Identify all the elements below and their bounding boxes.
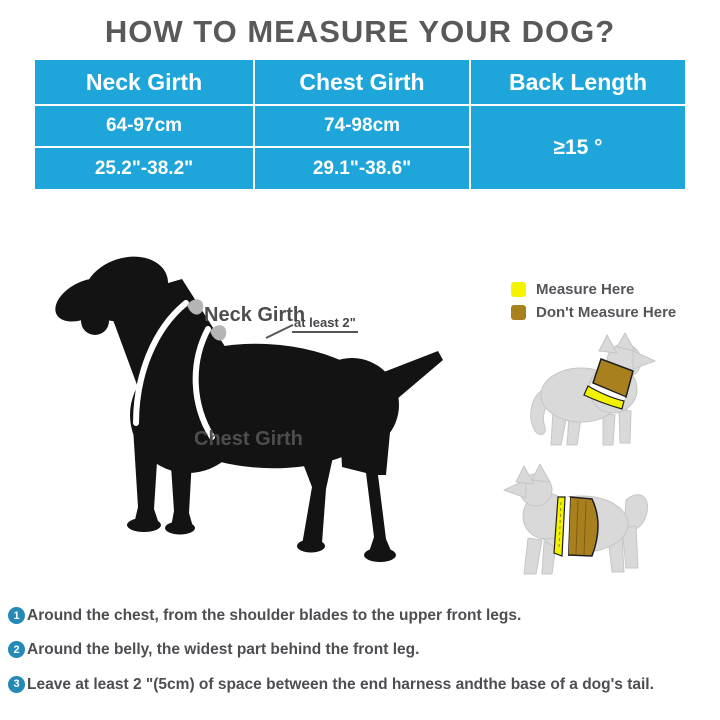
chest-girth-inch-value: 29.1"-38.6" (255, 148, 469, 189)
neck-girth-label: Neck Girth (204, 304, 306, 326)
legend (511, 281, 676, 327)
small-dog-belly-example (498, 464, 658, 584)
page-title: HOW TO MEASURE YOUR DOG? (104, 14, 616, 49)
dont-measure-here-swatch-icon (511, 305, 526, 320)
measure-here-swatch-icon (511, 282, 526, 297)
neck-girth-cm-value: 64-97cm (35, 106, 253, 146)
legend-item-measure (511, 281, 676, 298)
legend-label: Don't Measure Here (536, 304, 677, 321)
small-dog-ear (599, 335, 617, 353)
back-length-value: ≥15 ° (471, 106, 685, 189)
dog-hind-leg (292, 435, 336, 545)
bullet-number-icon: 3 (8, 676, 25, 693)
table-header-neck-girth: Neck Girth (35, 60, 253, 104)
dont-measure-belly-zone (568, 497, 598, 556)
instruction-text: Leave at least 2 "(5cm) of space between the end harness andthe base of a dog's tail. (27, 675, 654, 693)
large-dog-silhouette (40, 243, 460, 588)
bullet-number-icon: 1 (8, 607, 25, 624)
legend-item-dont-measure (511, 304, 676, 321)
dog-front-leg (168, 421, 194, 527)
size-table (35, 60, 685, 189)
chest-girth-label: Chest Girth (194, 428, 303, 450)
instructions-list (8, 606, 714, 709)
dog-hind-paw (364, 548, 396, 562)
small-dog-muzzle (633, 351, 655, 369)
instruction-text: Around the chest, from the shoulder blades to the upper front legs. (27, 607, 522, 624)
table-header-chest-girth: Chest Girth (255, 60, 469, 104)
dog-front-paw (165, 522, 195, 535)
dog-front-leg (132, 411, 160, 524)
dog-front-paw (127, 518, 161, 532)
small-dog-leg (619, 409, 631, 443)
gap-note-label: at least 2" (292, 315, 358, 333)
neck-girth-inch-value: 25.2"-38.2" (35, 148, 253, 189)
list-item (8, 675, 714, 694)
dog-jowl (81, 307, 109, 335)
dog-hind-leg (338, 391, 392, 555)
list-item (8, 640, 714, 659)
chest-girth-cm-value: 74-98cm (255, 106, 469, 146)
bullet-number-icon: 2 (8, 641, 25, 658)
small-dog-leg (603, 413, 615, 445)
small-dog-neck-example (527, 331, 657, 451)
instruction-text: Around the belly, the widest part behind the front leg. (27, 641, 420, 659)
list-item (8, 606, 714, 625)
dog-hind-paw (297, 540, 325, 553)
legend-label: Measure Here (536, 281, 635, 298)
small-dog-leg (524, 538, 542, 574)
table-header-back-length: Back Length (471, 60, 685, 104)
small-dog-ear (532, 464, 550, 482)
